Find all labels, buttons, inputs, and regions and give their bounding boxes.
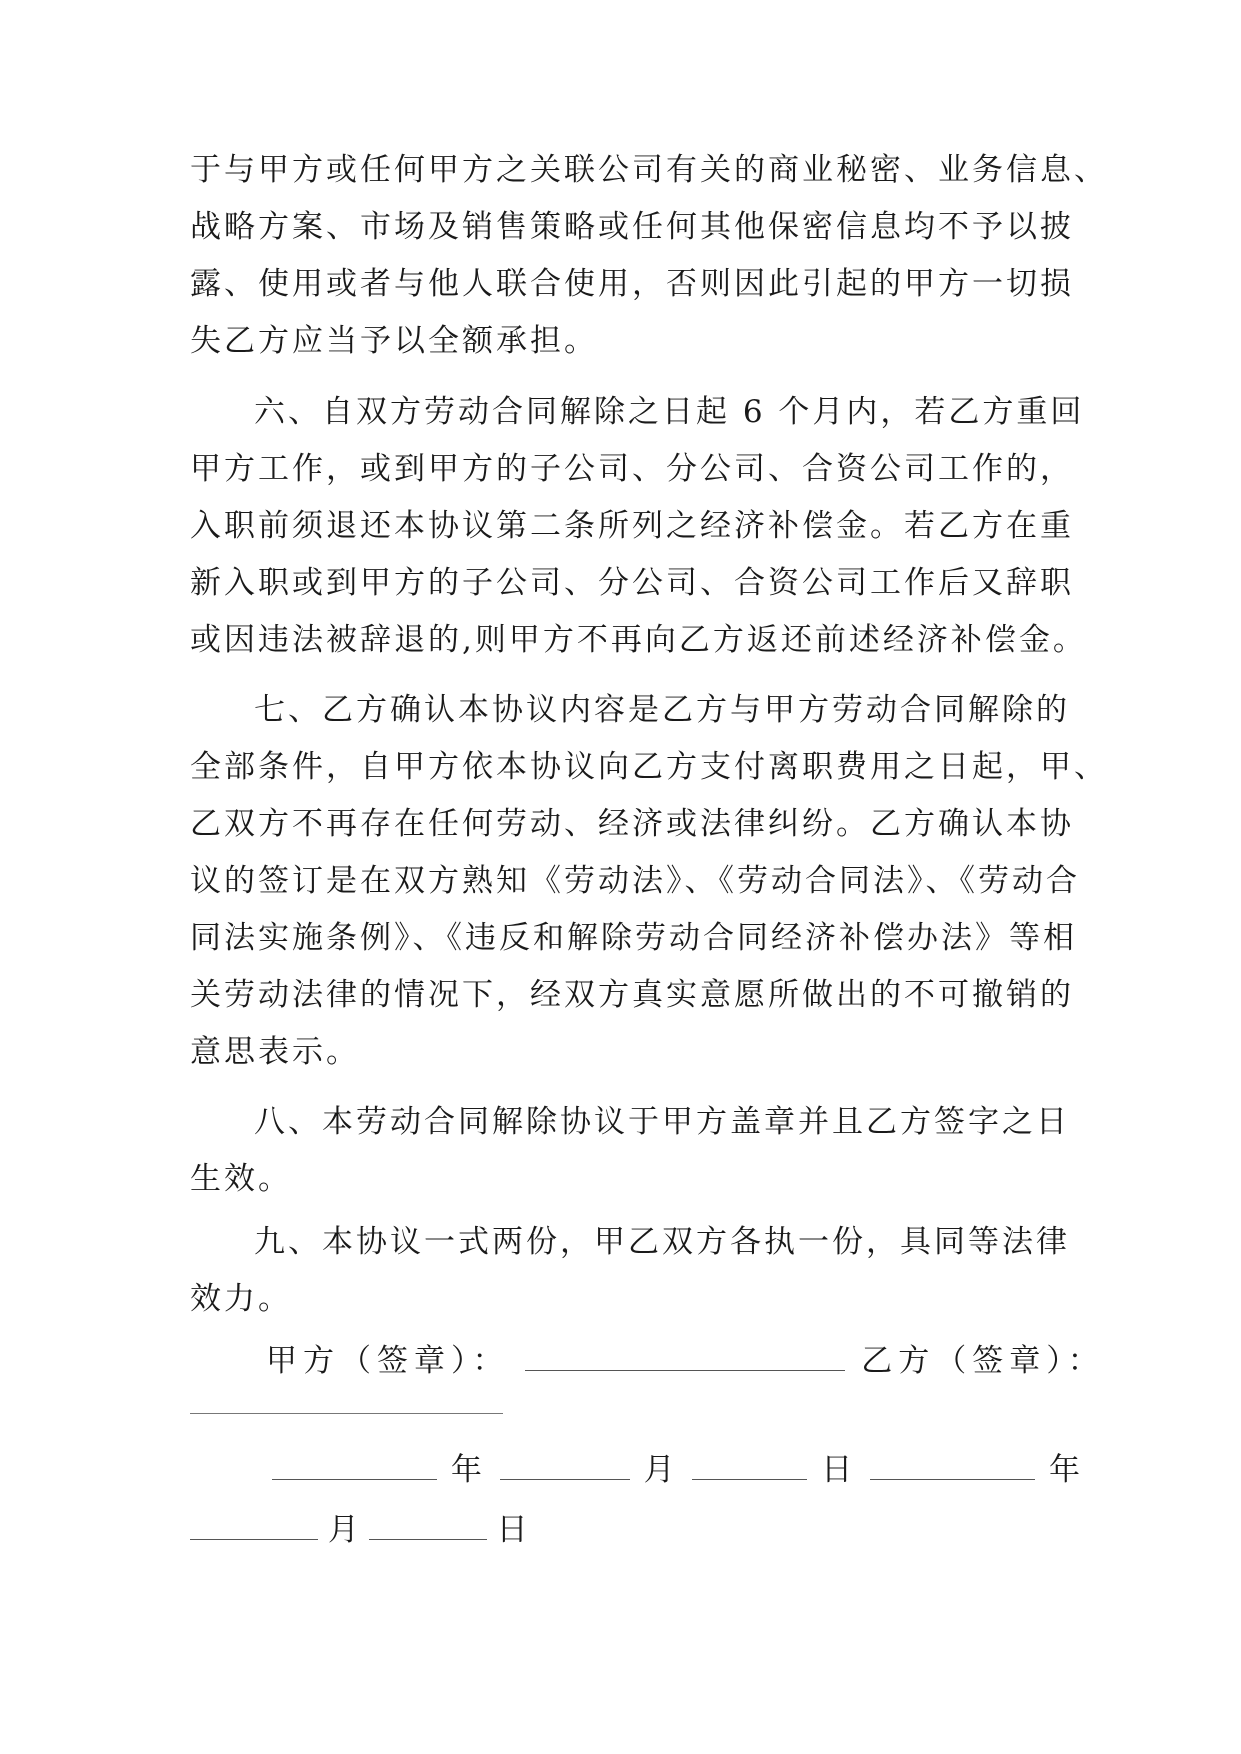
day-blank-a: [692, 1453, 807, 1480]
date-row-1: [272, 1450, 1172, 1490]
paragraph-7-line-5: 同法实施条例》、《违反和解除劳动合同经济补偿办法》等相: [190, 920, 1077, 956]
paragraph-6-line-2: 甲方工作，或到甲方的子公司、分公司、合资公司工作的，: [190, 451, 1074, 487]
paragraph-9-line-2: 效力。: [190, 1281, 292, 1317]
paragraph-5-line-3: 露、使用或者与他人联合使用，否则因此引起的甲方一切损: [190, 266, 1074, 302]
year-blank-a: [272, 1453, 437, 1480]
date-row-2: [190, 1510, 1090, 1550]
year-label-b: 年: [1049, 1452, 1085, 1488]
day-blank-b: [369, 1513, 487, 1540]
paragraph-7-line-7: 意思表示。: [190, 1034, 360, 1070]
day-label-b: 日: [496, 1512, 528, 1548]
month-label-a: 月: [643, 1452, 679, 1488]
paragraph-5-line-1: 于与甲方或任何甲方之关联公司有关的商业秘密、业务信息、: [190, 152, 1108, 188]
paragraph-6-line-5: 或因违法被辞退的,则甲方不再向乙方返还前述经济补偿金。: [190, 622, 1087, 658]
paragraph-7-line-1: 七、乙方确认本协议内容是乙方与甲方劳动合同解除的: [254, 692, 1070, 728]
paragraph-8-line-1: 八、本劳动合同解除协议于甲方盖章并且乙方签字之日: [254, 1104, 1070, 1140]
paragraph-6-line-1: 六、自双方劳动合同解除之日起 6 个月内，若乙方重回: [254, 394, 1085, 430]
paragraph-7-line-3: 乙双方不再存在任何劳动、经济或法律纠纷。乙方确认本协: [190, 806, 1074, 842]
paragraph-7-line-2: 全部条件，自甲方依本协议向乙方支付离职费用之日起，甲、: [190, 749, 1108, 785]
month-blank-b: [190, 1513, 318, 1540]
party-a-signature-blank: [525, 1344, 845, 1371]
party-a-label: 甲方（签章）：: [266, 1343, 510, 1379]
paragraph-5-line-4: 失乙方应当予以全额承担。: [190, 323, 598, 359]
paragraph-7-line-4: 议的签订是在双方熟知《劳动法》、《劳动合同法》、《劳动合: [190, 863, 1080, 899]
signature-row: [266, 1341, 1166, 1381]
paragraph-6-line-4: 新入职或到甲方的子公司、分公司、合资公司工作后又辞职: [190, 565, 1074, 601]
party-b-label: 乙方（签章）：: [861, 1343, 1105, 1379]
paragraph-9-line-1: 九、本协议一式两份，甲乙双方各执一份，具同等法律: [254, 1224, 1070, 1260]
month-blank-a: [500, 1453, 630, 1480]
year-blank-b: [870, 1453, 1035, 1480]
paragraph-7-line-6: 关劳动法律的情况下，经双方真实意愿所做出的不可撤销的: [190, 977, 1074, 1013]
paragraph-8-line-2: 生效。: [190, 1161, 292, 1197]
year-label-a: 年: [450, 1452, 486, 1488]
party-b-signature-blank: [190, 1412, 503, 1414]
month-label-b: 月: [327, 1512, 359, 1548]
paragraph-6-line-3: 入职前须退还本协议第二条所列之经济补偿金。若乙方在重: [190, 508, 1074, 544]
day-label-a: 日: [821, 1452, 857, 1488]
paragraph-5-line-2: 战略方案、市场及销售策略或任何其他保密信息均不予以披: [190, 209, 1074, 245]
